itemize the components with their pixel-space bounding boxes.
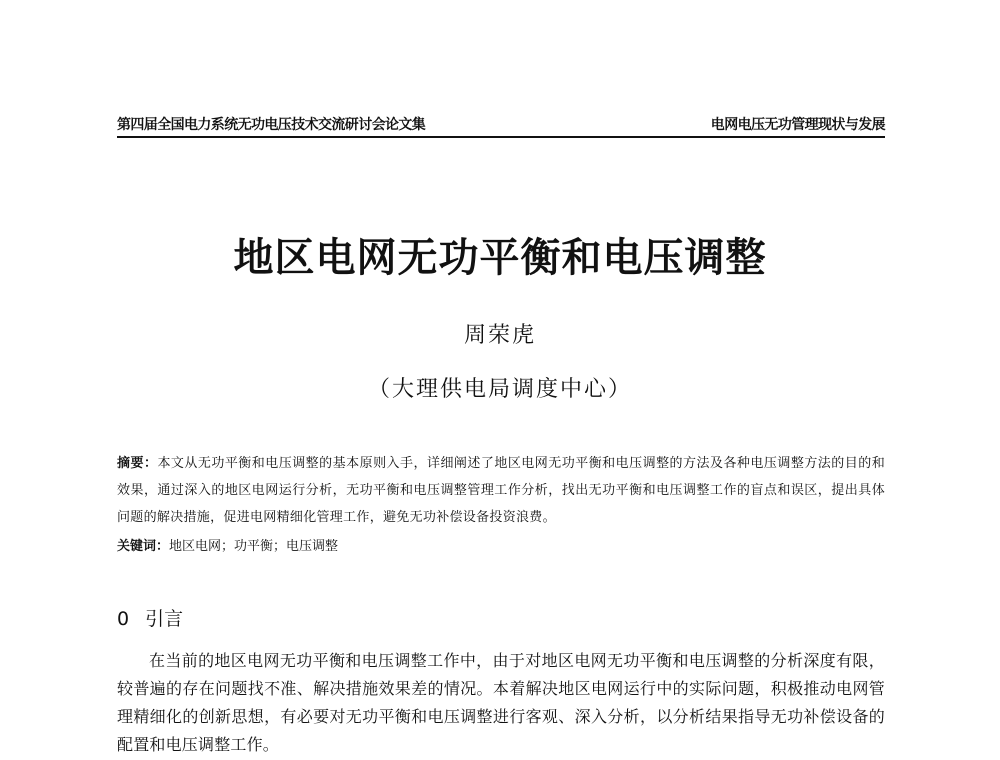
abstract-label: 摘要：: [117, 456, 158, 471]
section-title: 引言: [145, 608, 184, 630]
section-number: 0: [117, 608, 130, 630]
author-affiliation: （大理供电局调度中心）: [367, 377, 632, 402]
body-paragraph: 在当前的地区电网无功平衡和电压调整工作中，由于对地区电网无功平衡和电压调整的分析深度有限，较普遍的存在问题找不准、解决措施效果差的情况。本着解决地区电网运行中的实际问题，积极推动电网管理精细化的创新思想，有必要对无功平衡和电压调整进行客观、深入分析，以分析结果指导无功补偿设备的配置和电压调整工作。: [117, 651, 885, 754]
keywords-text: 地区电网；功平衡；电压调整: [169, 539, 339, 554]
section-heading: [117, 604, 183, 631]
keywords-label: 关键词：: [117, 539, 170, 554]
author-name: 周荣虎: [463, 323, 536, 348]
abstract: [117, 450, 885, 531]
section-running-title: 电网电压无功管理现状与发展: [710, 117, 885, 133]
abstract-text: 本文从无功平衡和电压调整的基本原则入手，详细阐述了地区电网无功平衡和电压调整的方法及各种电压调整方法的目的和效果，通过深入的地区电网运行分析，无功平衡和电压调整管理工作分析，找出无功平衡和电压调整工作的盲点和误区，提出具体问题的解决措施，促进电网精细化管理工作，避免无功补偿设备投资浪费。: [117, 456, 885, 525]
running-header: [117, 112, 885, 138]
keywords: [117, 535, 885, 559]
paper-title: 地区电网无功平衡和电压调整: [233, 235, 767, 281]
proceedings-title: 第四届全国电力系统无功电压技术交流研讨会论文集: [117, 117, 426, 133]
